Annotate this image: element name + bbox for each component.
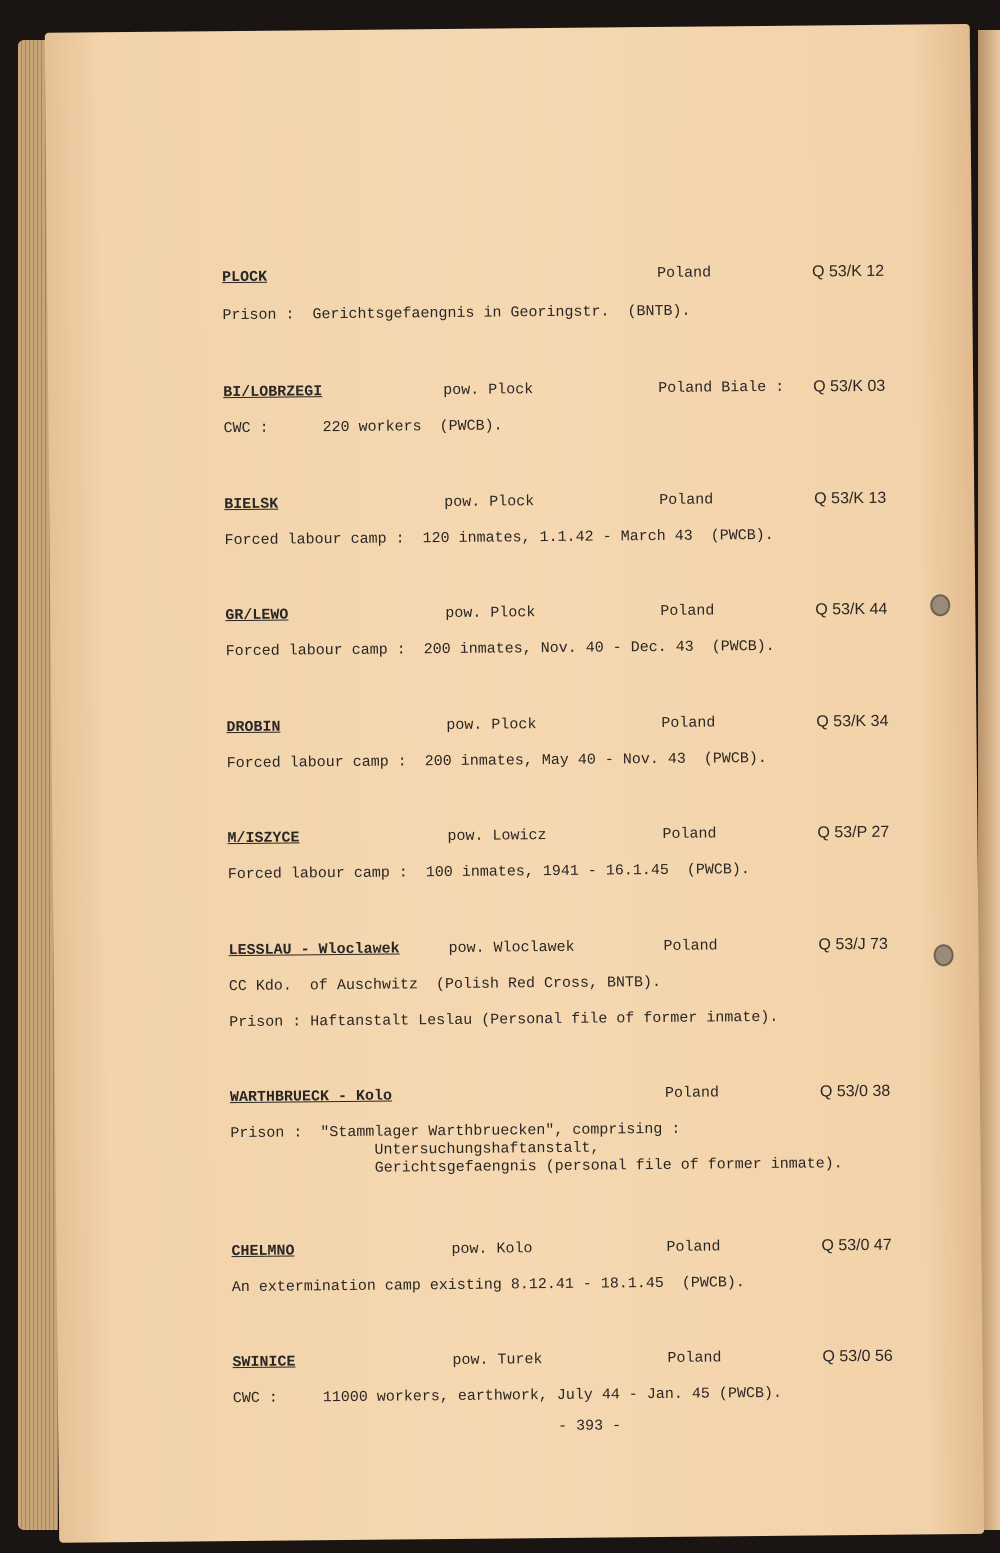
location-entry	[228, 935, 929, 1082]
location-entry	[222, 262, 923, 373]
country: Poland	[667, 1349, 722, 1367]
place-name: SWINICE	[232, 1353, 296, 1372]
district: pow. Lowicz	[447, 827, 547, 846]
reference-code: Q 53/K 34	[816, 712, 889, 731]
entry-detail: Gerichtsgefaengnis (personal file of former inmate).	[230, 1155, 843, 1179]
district: pow. Plock	[443, 381, 534, 400]
entry-detail: Prison : Gerichtsgefaengnis in Georingstr. (BNTB).	[222, 302, 691, 325]
country: Poland	[661, 714, 716, 732]
district: pow. Plock	[444, 493, 535, 512]
place-name: M/ISZYCE	[227, 829, 300, 848]
location-entry	[225, 600, 926, 711]
page-number: - 393 -	[558, 1417, 622, 1435]
district: pow. Wloclawek	[448, 938, 575, 958]
entry-detail: CC Kdo. of Auschwitz (Polish Red Cross, BNTB).	[228, 973, 662, 996]
entry-detail: Untersuchungshaftanstalt,	[230, 1139, 600, 1161]
entry-detail: Forced labour camp : 100 inmates, 1941 - 16.1.45 (PWCB).	[227, 861, 750, 884]
document-page	[45, 24, 984, 1543]
entry-detail: An extermination camp existing 8.12.41 - 18.1.45 (PWCB).	[231, 1274, 745, 1297]
reference-code: Q 53/0 56	[822, 1347, 893, 1366]
country: Poland	[664, 1084, 720, 1102]
place-name: LESSLAU - Wloclawek	[228, 940, 400, 960]
country: Poland	[656, 264, 712, 282]
place-name: BI/LOBRZEGI	[223, 383, 323, 402]
reference-code: Q 53/K 12	[811, 262, 885, 281]
entry-detail: Prison : Haftanstalt Leslau (Personal file of former inmate).	[229, 1008, 779, 1032]
binding-hole	[930, 594, 950, 616]
district: pow. Plock	[446, 716, 537, 735]
reference-code: Q 53/J 73	[818, 935, 888, 954]
location-entry	[224, 489, 925, 600]
place-name: CHELMNO	[231, 1242, 295, 1261]
location-entry	[232, 1347, 933, 1458]
country: Poland	[660, 602, 715, 620]
entry-detail: Prison : "Stammlager Warthbruecken", comprising :	[230, 1120, 681, 1143]
place-name: DROBIN	[226, 718, 281, 737]
country: Poland Biale :	[658, 378, 785, 397]
location-entry	[226, 712, 927, 823]
country: Poland	[662, 825, 717, 843]
place-name: BIELSK	[224, 495, 279, 514]
entry-detail: Forced labour camp : 200 inmates, Nov. 40 - Dec. 43 (PWCB).	[225, 637, 775, 661]
binding-hole	[934, 944, 954, 966]
district: pow. Plock	[445, 604, 536, 623]
place-name: WARTHBRUECK - Kolo	[229, 1087, 393, 1107]
place-name: PLOCK	[222, 268, 268, 287]
entry-detail: Forced labour camp : 120 inmates, 1.1.42 - March 43 (PWCB).	[224, 526, 774, 550]
reference-code: Q 53/K 13	[814, 489, 887, 508]
country: Poland	[659, 491, 714, 509]
location-entry	[223, 377, 924, 488]
country: Poland	[663, 937, 718, 955]
entries-list	[45, 24, 970, 1408]
reference-code: Q 53/0 38	[819, 1082, 891, 1101]
location-entry	[231, 1236, 932, 1347]
entry-detail: CWC : 11000 workers, earthwork, July 44 - Jan. 45 (PWCB).	[232, 1384, 782, 1408]
country: Poland	[666, 1238, 721, 1256]
entry-detail: Forced labour camp : 200 inmates, May 40 - Nov. 43 (PWCB).	[226, 749, 767, 773]
reference-code: Q 53/K 44	[815, 600, 888, 619]
district: pow. Kolo	[451, 1240, 533, 1258]
reference-code: Q 53/0 47	[821, 1236, 892, 1255]
reference-code: Q 53/K 03	[813, 377, 886, 396]
entry-detail: CWC : 220 workers (PWCB).	[223, 417, 503, 438]
reference-code: Q 53/P 27	[817, 823, 890, 842]
location-entry	[227, 823, 928, 934]
place-name: GR/LEWO	[225, 606, 289, 625]
district: pow. Turek	[452, 1351, 543, 1369]
location-entry	[230, 1082, 932, 1249]
